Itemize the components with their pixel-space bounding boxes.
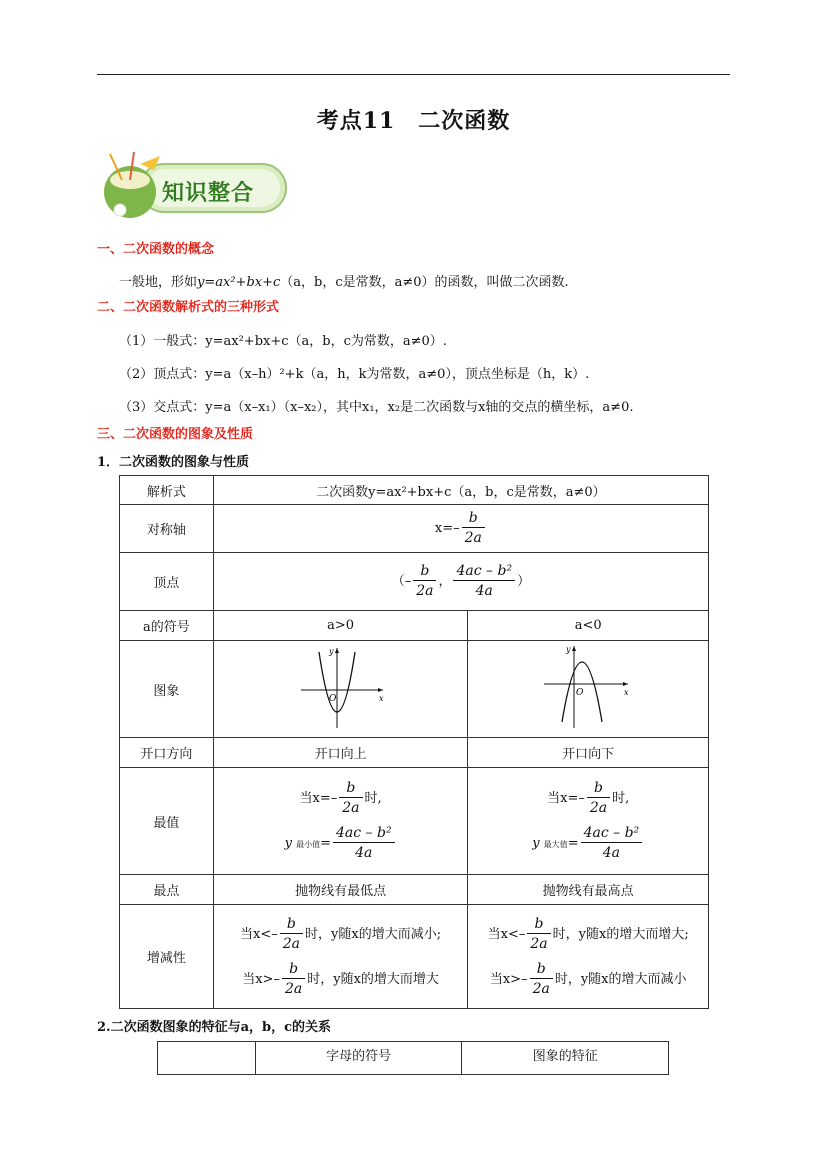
mono-neg-lt-text: 时，y随x的增大而增大;: [552, 926, 689, 942]
vertex-num2: 4ac – b²: [456, 563, 513, 579]
extreme-min-suffix: 时,: [364, 791, 382, 806]
mono-neg-gt: 当x>–: [489, 971, 528, 987]
badge-label: 知识整合: [162, 180, 255, 206]
parabola-down-graph: [538, 642, 638, 732]
extreme-min-vnum: 4ac – b²: [335, 825, 392, 841]
row-label-axis: 对称轴: [120, 505, 214, 553]
row-label-sign: a的符号: [120, 611, 214, 641]
vertex-sep: ，: [438, 574, 452, 589]
vertex-value: [213, 553, 708, 611]
table-row: [120, 641, 709, 738]
extreme-min-num: b: [346, 780, 356, 796]
mono-positive: [213, 905, 468, 1009]
graph-up-y-label: y: [328, 647, 334, 656]
vertex-den1: 2a: [413, 580, 436, 601]
coef-header-blank: [158, 1042, 256, 1075]
coef-header-sign: 字母的符号: [255, 1042, 462, 1075]
properties-table: [119, 475, 709, 1009]
form-vertex: （2）顶点式：y=a（x–h）²+k（a，h，k为常数，a≠0），顶点坐标是（h，k）.: [119, 367, 590, 382]
table-row: [158, 1042, 669, 1075]
form-general: （1）一般式：y=ax²+bx+c（a，b，c为常数，a≠0）.: [119, 334, 447, 349]
graph-down-x-label: x: [624, 688, 629, 697]
table-row: [120, 738, 709, 768]
page-title: 考点11 二次函数: [316, 108, 511, 134]
mono-neg-lt: 当x<–: [487, 926, 526, 942]
row-label-mono: 增减性: [120, 905, 214, 1009]
graph-down-origin-label: O: [576, 688, 584, 698]
subheading-2: 2.二次函数图象的特征与a，b，c的关系: [97, 1020, 332, 1035]
sign-positive: a>0: [213, 611, 468, 641]
coefficient-table: [157, 1041, 669, 1075]
open-down: 开口向下: [468, 738, 709, 768]
vertex-den2: 4a: [453, 580, 515, 601]
mono-pos-gt-text: 时，y随x的增大而增大: [307, 971, 439, 987]
coef-header-feature: 图象的特征: [462, 1042, 669, 1075]
extreme-max-den: 2a: [587, 797, 610, 818]
section1-body-formula: y=ax²+bx+c: [197, 275, 281, 290]
extreme-max-when: 当x=–: [547, 791, 585, 806]
mono-negative: [468, 905, 709, 1009]
table-row: [120, 875, 709, 905]
section3-heading: 三、二次函数的图象及性质: [97, 427, 254, 442]
header-rule: [97, 74, 730, 75]
row-label-graph: 图象: [120, 641, 214, 738]
mono-neg-lt-num: b: [534, 915, 544, 932]
mono-pos-gt-den: 2a: [282, 978, 305, 999]
extreme-min-vden: 4a: [333, 842, 395, 863]
vertex-close: ）: [517, 574, 531, 589]
mono-pos-gt: 当x>–: [242, 971, 280, 987]
table-row: [120, 768, 709, 875]
extreme-max-num: b: [593, 780, 603, 796]
parabola-up-graph: [291, 642, 391, 732]
graph-downward: [468, 641, 709, 738]
graph-up-origin-label: O: [328, 694, 336, 704]
graph-upward: [213, 641, 468, 738]
extreme-min-y: y: [284, 836, 292, 851]
extreme-max-y: y: [532, 836, 540, 851]
graph-up-x-label: x: [378, 694, 384, 703]
section1-heading: 一、二次函数的概念: [97, 242, 215, 257]
mono-pos-lt-text: 时，y随x的增大而减小;: [305, 926, 442, 942]
table-row: [120, 553, 709, 611]
open-up: 开口向上: [213, 738, 468, 768]
row-label-vertex: 顶点: [120, 553, 214, 611]
extreme-min-den: 2a: [339, 797, 362, 818]
section1-body: [119, 271, 569, 290]
mono-pos-lt-den: 2a: [280, 933, 303, 954]
table-row: [120, 905, 709, 1009]
row-label-open: 开口方向: [120, 738, 214, 768]
mono-pos-lt-num: b: [286, 915, 296, 932]
extreme-max-eq: =: [567, 836, 579, 851]
highest-point: 抛物线有最高点: [468, 875, 709, 905]
form-intercept: （3）交点式：y=a（x–x₁）（x–x₂），其中x₁，x₂是二次函数与x轴的交点的横坐标，a≠0.: [119, 400, 634, 415]
row-label-extreme: 最值: [120, 768, 214, 875]
table-row: [120, 505, 709, 553]
extreme-max-sub: 最大值: [543, 840, 568, 849]
knowledge-badge: [100, 150, 290, 222]
section2-heading: 二、二次函数解析式的三种形式: [97, 300, 280, 315]
extreme-min: [213, 768, 468, 875]
axis-value: [213, 505, 708, 553]
row-label-expr: 解析式: [120, 476, 214, 505]
lowest-point: 抛物线有最低点: [213, 875, 468, 905]
row-label-point: 最点: [120, 875, 214, 905]
extreme-min-sub: 最小值: [296, 840, 321, 849]
mono-pos-gt-num: b: [289, 960, 299, 977]
table-row: [120, 476, 709, 505]
table-row: [120, 611, 709, 641]
axis-prefix: x=–: [434, 521, 460, 536]
extreme-max-suffix: 时,: [612, 791, 630, 806]
extreme-min-eq: =: [320, 836, 331, 851]
axis-num: b: [468, 510, 478, 526]
vertex-open: （–: [391, 574, 412, 589]
subheading-1: 1．二次函数的图象与性质: [97, 455, 250, 470]
extreme-max-vnum: 4ac – b²: [583, 825, 640, 841]
section1-body-post: （a，b，c是常数，a≠0）的函数，叫做二次函数.: [280, 275, 569, 290]
vertex-num1: b: [420, 563, 430, 579]
mono-neg-gt-den: 2a: [530, 978, 553, 999]
mono-neg-gt-text: 时，y随x的增大而减小: [554, 971, 687, 987]
extreme-min-when: 当x=–: [299, 791, 338, 806]
axis-den: 2a: [462, 527, 485, 548]
extreme-max: [468, 768, 709, 875]
mono-neg-gt-num: b: [536, 960, 546, 977]
mono-pos-lt: 当x<–: [240, 926, 278, 942]
extreme-max-vden: 4a: [581, 842, 643, 863]
mono-neg-lt-den: 2a: [527, 933, 550, 954]
expr-value: 二次函数y=ax²+bx+c（a，b，c是常数，a≠0）: [213, 476, 708, 505]
section1-body-pre: 一般地，形如: [119, 275, 198, 290]
graph-down-y-label: y: [566, 645, 571, 654]
sign-negative: a<0: [468, 611, 709, 641]
